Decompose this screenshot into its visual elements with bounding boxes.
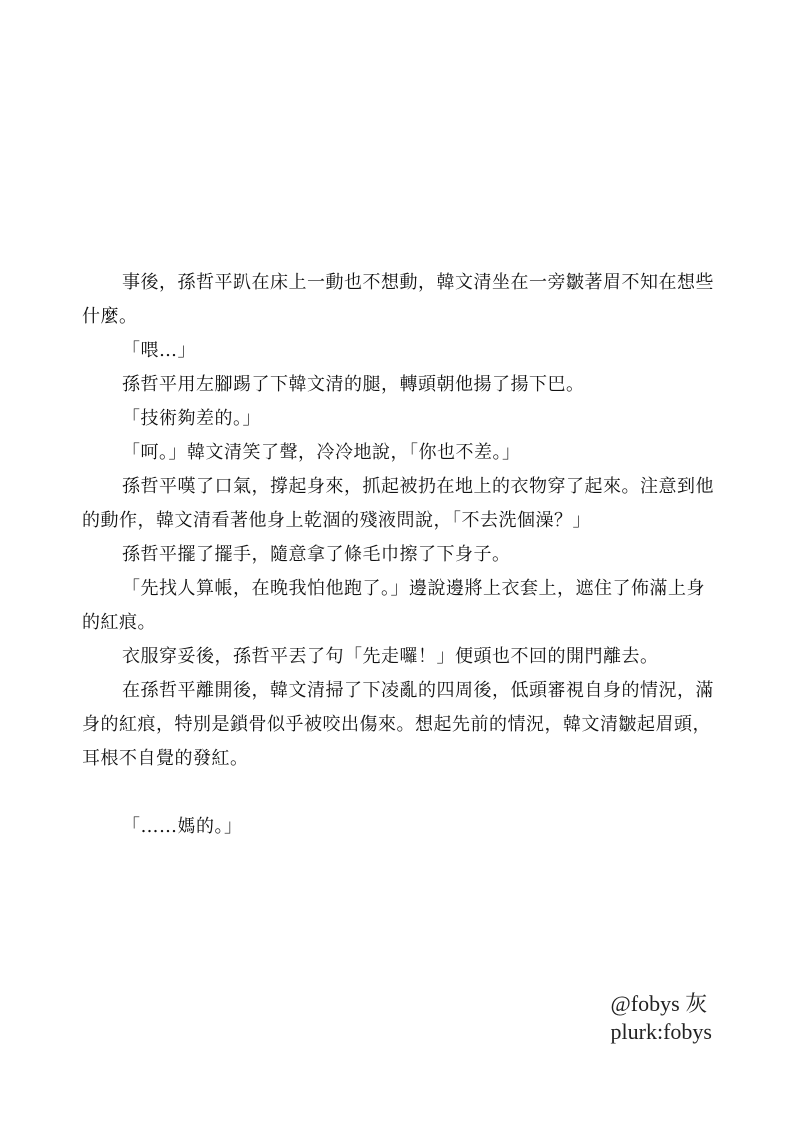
author-signature [611, 990, 712, 1046]
signature-plurk: plurk:fobys [610, 1019, 712, 1044]
paragraph-8: 「先找人算帳，在晚我怕他跑了。」邊說邊將上衣套上，遮住了佈滿上身的紅痕。 [82, 578, 705, 633]
signature-handle: @fobys 灰 [610, 991, 708, 1016]
paragraph-6: 孫哲平嘆了口氣，撐起身來，抓起被扔在地上的衣物穿了起來。注意到他的動作，韓文清看著他身上乾涸的殘液問說，「不去洗個澡？」 [82, 476, 714, 531]
paragraph-1: 事後，孫哲平趴在床上一動也不想動，韓文清坐在一旁皺著眉不知在想些什麼。 [82, 272, 714, 327]
paragraph-10: 在孫哲平離開後，韓文清掃了下凌亂的四周後，低頭審視自身的情況，滿身的紅痕，特別是鎖骨似乎被咬出傷來。想起先前的情況，韓文清皺起眉頭，耳根不自覺的發紅。 [82, 680, 714, 769]
paragraph-2: 「喂…」 [122, 340, 196, 361]
paragraph-9: 衣服穿妥後，孫哲平丟了句「先走囉！」便頭也不回的開門離去。 [122, 646, 659, 667]
paragraph-4: 「技術夠差的。」 [122, 408, 261, 429]
story-text [82, 266, 722, 844]
paragraph-7: 孫哲平擺了擺手，隨意拿了條毛巾擦了下身子。 [122, 544, 511, 565]
blank-line [82, 776, 722, 810]
closing-line: 「……媽的。」 [122, 816, 243, 837]
paragraph-3: 孫哲平用左腳踢了下韓文清的腿，轉頭朝他揚了揚下巴。 [122, 374, 585, 395]
paragraph-5: 「呵。」韓文清笑了聲，冷冷地說，「你也不差。」 [122, 442, 521, 463]
